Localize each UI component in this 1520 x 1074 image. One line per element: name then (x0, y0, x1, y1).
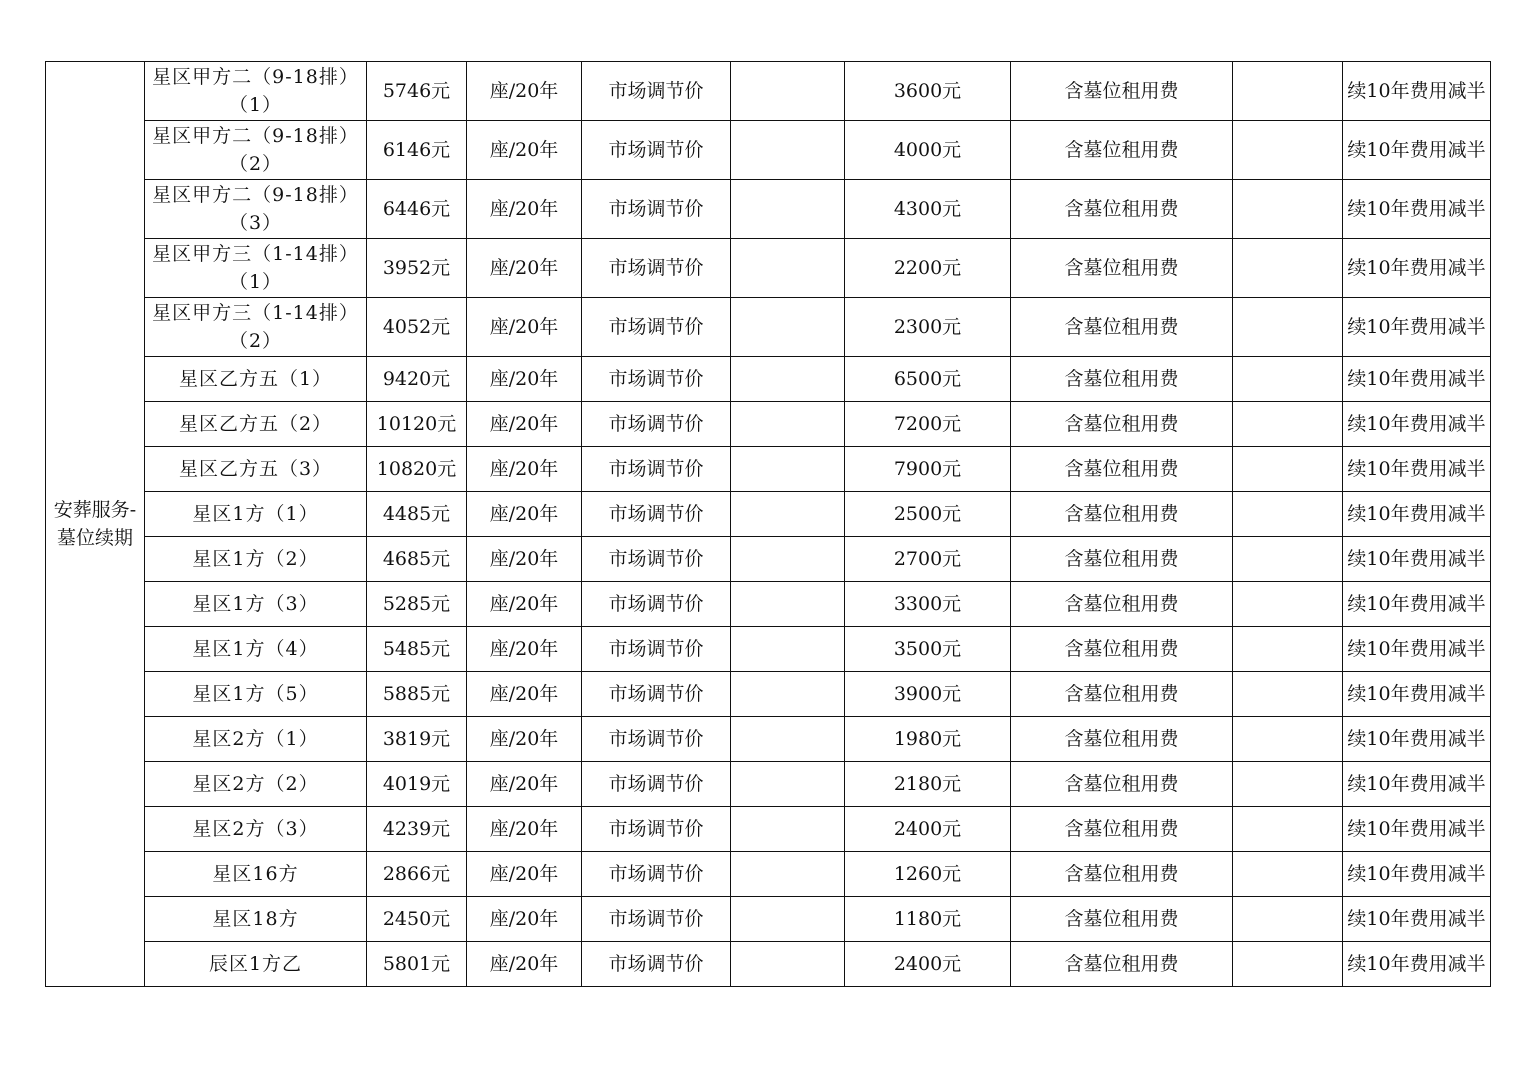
table-row (46, 62, 1491, 121)
table-row (46, 942, 1491, 987)
pricing-type-cell: 市场调节价 (582, 897, 731, 942)
area-cell: 星区16方 (145, 852, 367, 897)
rent-note-cell: 含墓位租用费 (1011, 402, 1233, 447)
empty-cell (731, 447, 845, 492)
table-row (46, 627, 1491, 672)
empty-cell (1233, 180, 1343, 239)
pricing-type-cell: 市场调节价 (582, 402, 731, 447)
empty-cell (731, 121, 845, 180)
note-cell: 续10年费用减半 (1343, 537, 1491, 582)
area-cell: 星区1方（3） (145, 582, 367, 627)
empty-cell (731, 537, 845, 582)
unit-cell: 座/20年 (467, 402, 582, 447)
price-cell: 9420元 (367, 357, 467, 402)
table-row (46, 492, 1491, 537)
unit-cell: 座/20年 (467, 627, 582, 672)
empty-cell (1233, 62, 1343, 121)
rent-note-cell: 含墓位租用费 (1011, 298, 1233, 357)
empty-cell (1233, 239, 1343, 298)
area-cell: 星区甲方二（9-18排）（1） (145, 62, 367, 121)
price-cell: 4239元 (367, 807, 467, 852)
empty-cell (1233, 357, 1343, 402)
rent-note-cell: 含墓位租用费 (1011, 537, 1233, 582)
rent-cell: 2180元 (845, 762, 1011, 807)
empty-cell (1233, 582, 1343, 627)
price-cell: 2866元 (367, 852, 467, 897)
table-row (46, 807, 1491, 852)
area-cell: 星区2方（1） (145, 717, 367, 762)
area-cell: 星区甲方三（1-14排）（1） (145, 239, 367, 298)
area-cell: 星区1方（2） (145, 537, 367, 582)
unit-cell: 座/20年 (467, 121, 582, 180)
table-body (46, 62, 1491, 987)
unit-cell: 座/20年 (467, 298, 582, 357)
pricing-type-cell: 市场调节价 (582, 762, 731, 807)
empty-cell (731, 582, 845, 627)
rent-cell: 2400元 (845, 807, 1011, 852)
unit-cell: 座/20年 (467, 762, 582, 807)
unit-cell: 座/20年 (467, 852, 582, 897)
price-cell: 5485元 (367, 627, 467, 672)
rent-cell: 2700元 (845, 537, 1011, 582)
price-cell: 2450元 (367, 897, 467, 942)
unit-cell: 座/20年 (467, 447, 582, 492)
rent-cell: 3900元 (845, 672, 1011, 717)
note-cell: 续10年费用减半 (1343, 357, 1491, 402)
rent-note-cell: 含墓位租用费 (1011, 717, 1233, 762)
rent-note-cell: 含墓位租用费 (1011, 239, 1233, 298)
area-cell: 星区甲方二（9-18排）（2） (145, 121, 367, 180)
table-row (46, 672, 1491, 717)
table-row (46, 402, 1491, 447)
rent-note-cell: 含墓位租用费 (1011, 582, 1233, 627)
pricing-type-cell: 市场调节价 (582, 672, 731, 717)
table-row (46, 180, 1491, 239)
pricing-type-cell: 市场调节价 (582, 447, 731, 492)
price-cell: 5746元 (367, 62, 467, 121)
note-cell: 续10年费用减半 (1343, 897, 1491, 942)
empty-cell (731, 180, 845, 239)
price-cell: 10820元 (367, 447, 467, 492)
price-cell: 4485元 (367, 492, 467, 537)
rent-note-cell: 含墓位租用费 (1011, 357, 1233, 402)
note-cell: 续10年费用减半 (1343, 62, 1491, 121)
note-cell: 续10年费用减半 (1343, 627, 1491, 672)
price-cell: 4685元 (367, 537, 467, 582)
empty-cell (731, 762, 845, 807)
table-row (46, 762, 1491, 807)
empty-cell (731, 298, 845, 357)
empty-cell (1233, 447, 1343, 492)
pricing-type-cell: 市场调节价 (582, 852, 731, 897)
pricing-type-cell: 市场调节价 (582, 942, 731, 987)
empty-cell (1233, 717, 1343, 762)
note-cell: 续10年费用减半 (1343, 582, 1491, 627)
area-cell: 星区乙方五（2） (145, 402, 367, 447)
rent-note-cell: 含墓位租用费 (1011, 897, 1233, 942)
note-cell: 续10年费用减半 (1343, 298, 1491, 357)
rent-cell: 2200元 (845, 239, 1011, 298)
table-row (46, 121, 1491, 180)
area-cell: 星区1方（5） (145, 672, 367, 717)
price-cell: 6446元 (367, 180, 467, 239)
note-cell: 续10年费用减半 (1343, 180, 1491, 239)
unit-cell: 座/20年 (467, 492, 582, 537)
empty-cell (731, 62, 845, 121)
unit-cell: 座/20年 (467, 672, 582, 717)
rent-note-cell: 含墓位租用费 (1011, 672, 1233, 717)
price-cell: 3819元 (367, 717, 467, 762)
note-cell: 续10年费用减半 (1343, 239, 1491, 298)
note-cell: 续10年费用减半 (1343, 717, 1491, 762)
price-cell: 6146元 (367, 121, 467, 180)
rent-cell: 4300元 (845, 180, 1011, 239)
rent-cell: 2400元 (845, 942, 1011, 987)
empty-cell (1233, 852, 1343, 897)
table-row (46, 537, 1491, 582)
rent-cell: 7200元 (845, 402, 1011, 447)
price-cell: 5285元 (367, 582, 467, 627)
empty-cell (731, 492, 845, 537)
pricing-type-cell: 市场调节价 (582, 717, 731, 762)
area-cell: 星区1方（4） (145, 627, 367, 672)
category-cell: 安葬服务-墓位续期 (46, 62, 145, 987)
rent-note-cell: 含墓位租用费 (1011, 180, 1233, 239)
empty-cell (731, 672, 845, 717)
pricing-type-cell: 市场调节价 (582, 582, 731, 627)
unit-cell: 座/20年 (467, 717, 582, 762)
empty-cell (1233, 627, 1343, 672)
pricing-type-cell: 市场调节价 (582, 537, 731, 582)
rent-note-cell: 含墓位租用费 (1011, 492, 1233, 537)
unit-cell: 座/20年 (467, 582, 582, 627)
pricing-type-cell: 市场调节价 (582, 180, 731, 239)
price-cell: 4052元 (367, 298, 467, 357)
rent-cell: 3600元 (845, 62, 1011, 121)
price-cell: 5801元 (367, 942, 467, 987)
empty-cell (731, 239, 845, 298)
pricing-type-cell: 市场调节价 (582, 807, 731, 852)
empty-cell (731, 717, 845, 762)
empty-cell (731, 942, 845, 987)
empty-cell (1233, 492, 1343, 537)
area-cell: 星区18方 (145, 897, 367, 942)
rent-note-cell: 含墓位租用费 (1011, 447, 1233, 492)
price-cell: 4019元 (367, 762, 467, 807)
area-cell: 星区1方（1） (145, 492, 367, 537)
area-cell: 星区2方（3） (145, 807, 367, 852)
pricing-type-cell: 市场调节价 (582, 627, 731, 672)
pricing-type-cell: 市场调节价 (582, 62, 731, 121)
note-cell: 续10年费用减半 (1343, 447, 1491, 492)
pricing-type-cell: 市场调节价 (582, 357, 731, 402)
rent-cell: 2500元 (845, 492, 1011, 537)
rent-cell: 1180元 (845, 897, 1011, 942)
pricing-type-cell: 市场调节价 (582, 121, 731, 180)
unit-cell: 座/20年 (467, 62, 582, 121)
empty-cell (731, 897, 845, 942)
table-row (46, 717, 1491, 762)
area-cell: 星区乙方五（3） (145, 447, 367, 492)
rent-cell: 6500元 (845, 357, 1011, 402)
note-cell: 续10年费用减半 (1343, 492, 1491, 537)
note-cell: 续10年费用减半 (1343, 942, 1491, 987)
rent-note-cell: 含墓位租用费 (1011, 762, 1233, 807)
pricing-type-cell: 市场调节价 (582, 492, 731, 537)
table-row (46, 239, 1491, 298)
area-cell: 星区乙方五（1） (145, 357, 367, 402)
table-row (46, 897, 1491, 942)
empty-cell (1233, 121, 1343, 180)
table-row (46, 852, 1491, 897)
table-row (46, 447, 1491, 492)
rent-cell: 4000元 (845, 121, 1011, 180)
note-cell: 续10年费用减半 (1343, 402, 1491, 447)
area-cell: 辰区1方乙 (145, 942, 367, 987)
rent-cell: 1260元 (845, 852, 1011, 897)
note-cell: 续10年费用减半 (1343, 762, 1491, 807)
empty-cell (1233, 762, 1343, 807)
rent-cell: 3500元 (845, 627, 1011, 672)
unit-cell: 座/20年 (467, 357, 582, 402)
pricing-type-cell: 市场调节价 (582, 298, 731, 357)
empty-cell (731, 807, 845, 852)
table-row (46, 298, 1491, 357)
note-cell: 续10年费用减半 (1343, 672, 1491, 717)
empty-cell (731, 357, 845, 402)
price-cell: 5885元 (367, 672, 467, 717)
rent-note-cell: 含墓位租用费 (1011, 627, 1233, 672)
unit-cell: 座/20年 (467, 897, 582, 942)
empty-cell (1233, 298, 1343, 357)
unit-cell: 座/20年 (467, 239, 582, 298)
pricing-type-cell: 市场调节价 (582, 239, 731, 298)
rent-note-cell: 含墓位租用费 (1011, 62, 1233, 121)
rent-note-cell: 含墓位租用费 (1011, 121, 1233, 180)
rent-note-cell: 含墓位租用费 (1011, 852, 1233, 897)
empty-cell (731, 402, 845, 447)
area-cell: 星区2方（2） (145, 762, 367, 807)
empty-cell (1233, 942, 1343, 987)
unit-cell: 座/20年 (467, 807, 582, 852)
rent-cell: 2300元 (845, 298, 1011, 357)
area-cell: 星区甲方三（1-14排）（2） (145, 298, 367, 357)
table-row (46, 357, 1491, 402)
empty-cell (1233, 537, 1343, 582)
note-cell: 续10年费用减半 (1343, 852, 1491, 897)
rent-note-cell: 含墓位租用费 (1011, 807, 1233, 852)
note-cell: 续10年费用减半 (1343, 807, 1491, 852)
unit-cell: 座/20年 (467, 942, 582, 987)
area-cell: 星区甲方二（9-18排）（3） (145, 180, 367, 239)
unit-cell: 座/20年 (467, 537, 582, 582)
rent-note-cell: 含墓位租用费 (1011, 942, 1233, 987)
empty-cell (1233, 402, 1343, 447)
rent-cell: 1980元 (845, 717, 1011, 762)
table-row (46, 582, 1491, 627)
empty-cell (731, 627, 845, 672)
fee-table (45, 61, 1491, 987)
empty-cell (1233, 807, 1343, 852)
rent-cell: 7900元 (845, 447, 1011, 492)
rent-cell: 3300元 (845, 582, 1011, 627)
empty-cell (1233, 897, 1343, 942)
note-cell: 续10年费用减半 (1343, 121, 1491, 180)
price-cell: 10120元 (367, 402, 467, 447)
empty-cell (731, 852, 845, 897)
price-cell: 3952元 (367, 239, 467, 298)
empty-cell (1233, 672, 1343, 717)
unit-cell: 座/20年 (467, 180, 582, 239)
